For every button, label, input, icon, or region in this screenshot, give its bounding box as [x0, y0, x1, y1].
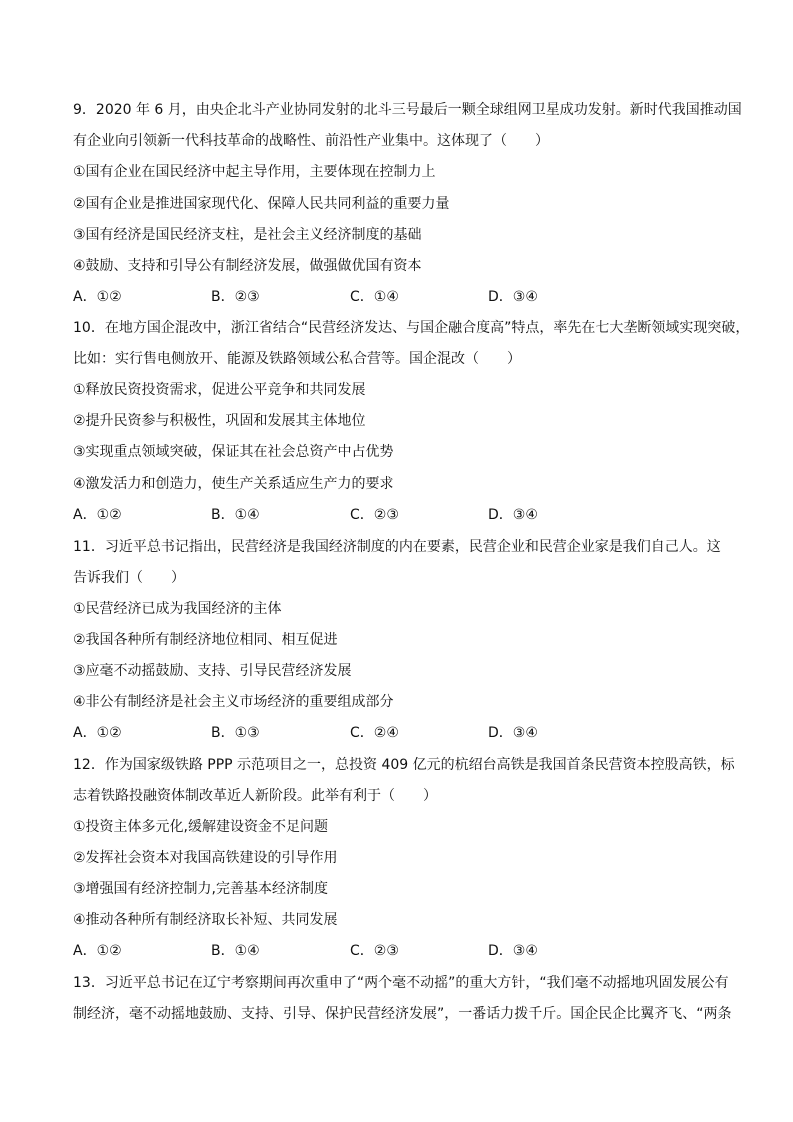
q12-option-c: C．②③: [350, 943, 399, 959]
q10-options: [73, 505, 728, 525]
q10-stem-line-2: 比如：实行售电侧放开、能源及铁路领域公私合营等。国企混改（ ）: [73, 351, 521, 367]
q11-options: [73, 723, 728, 743]
q9-options: [73, 287, 728, 307]
q13-stem-line-2: 制经济，毫不动摇地鼓励、支持、引导、保护民营经济发展”，一番话力拨千斤。国企民企比翼齐飞、“两条: [73, 1006, 732, 1022]
q11-option-c: C．②④: [350, 725, 399, 741]
q11-option-d: D．③④: [488, 725, 538, 741]
q9-option-c: C．①④: [350, 289, 399, 305]
q9-item-4: ④鼓励、支持和引导公有制经济发展，做强做优国有资本: [73, 258, 422, 274]
q9-stem-line-1: 9．2020 年 6 月，由央企北斗产业协同发射的北斗三号最后一颗全球组网卫星成功发射。新时代我国推动国: [73, 102, 742, 118]
q11-item-1: ①民营经济已成为我国经济的主体: [73, 601, 282, 617]
q12-item-3: ③增强国有经济控制力,完善基本经济制度: [73, 881, 328, 897]
q11-item-3: ③应毫不动摇鼓励、支持、引导民营经济发展: [73, 663, 352, 679]
q12-stem-line-2: 志着铁路投融资体制改革近人新阶段。此举有利于（ ）: [73, 788, 437, 804]
q11-stem-line-2: 告诉我们（ ）: [73, 570, 185, 586]
q9-item-2: ②国有企业是推进国家现代化、保障人民共同利益的重要力量: [73, 196, 450, 212]
q10-item-4: ④激发活力和创造力，使生产关系适应生产力的要求: [73, 476, 394, 492]
q9-stem-line-2: 有企业向引领新一代科技革命的战略性、前沿性产业集中。这体现了（ ）: [73, 133, 549, 149]
q10-item-1: ①释放民资投资需求，促进公平竞争和共同发展: [73, 382, 366, 398]
q12-option-d: D．③④: [488, 943, 538, 959]
q12-option-b: B．①④: [211, 943, 260, 959]
q12-stem-line-1: 12．作为国家级铁路 PPP 示范项目之一，总投资 409 亿元的杭绍台高铁是我国首条民营资本控股高铁，标: [73, 757, 735, 773]
q12-option-a: A．①②: [73, 943, 122, 959]
q10-option-b: B．①④: [211, 507, 260, 523]
q12-item-2: ②发挥社会资本对我国高铁建设的引导作用: [73, 850, 338, 866]
q11-item-2: ②我国各种所有制经济地位相同、相互促进: [73, 632, 338, 648]
q10-option-a: A．①②: [73, 507, 122, 523]
q12-options: [73, 941, 728, 961]
q9-option-d: D．③④: [488, 289, 538, 305]
q10-option-d: D．③④: [488, 507, 538, 523]
q12-item-1: ①投资主体多元化,缓解建设资金不足问题: [73, 819, 328, 835]
q11-option-b: B．①③: [211, 725, 260, 741]
q9-item-3: ③国有经济是国民经济支柱，是社会主义经济制度的基础: [73, 227, 422, 243]
q11-stem-line-1: 11．习近平总书记指出，民营经济是我国经济制度的内在要素，民营企业和民营企业家是我们自己人。这: [73, 539, 721, 555]
q10-stem-line-1: 10．在地方国企混改中，浙江省结合“民营经济发达、与国企融合度高”特点，率先在七大垄断领域实现突破，: [73, 320, 750, 336]
q11-item-4: ④非公有制经济是社会主义市场经济的重要组成部分: [73, 694, 394, 710]
q11-option-a: A．①②: [73, 725, 122, 741]
q9-option-b: B．②③: [211, 289, 260, 305]
q9-option-a: A．①②: [73, 289, 122, 305]
q10-item-3: ③实现重点领域突破，保证其在社会总资产中占优势: [73, 444, 394, 460]
q13-stem-line-1: 13．习近平总书记在辽宁考察期间再次重申了“两个毫不动摇”的重大方针，“我们毫不动摇地巩固发展公有: [73, 975, 729, 991]
q12-item-4: ④推动各种所有制经济取长补短、共同发展: [73, 912, 338, 928]
q9-item-1: ①国有企业在国民经济中起主导作用，主要体现在控制力上: [73, 164, 436, 180]
q10-item-2: ②提升民资参与积极性，巩固和发展其主体地位: [73, 413, 366, 429]
q10-option-c: C．②③: [350, 507, 399, 523]
